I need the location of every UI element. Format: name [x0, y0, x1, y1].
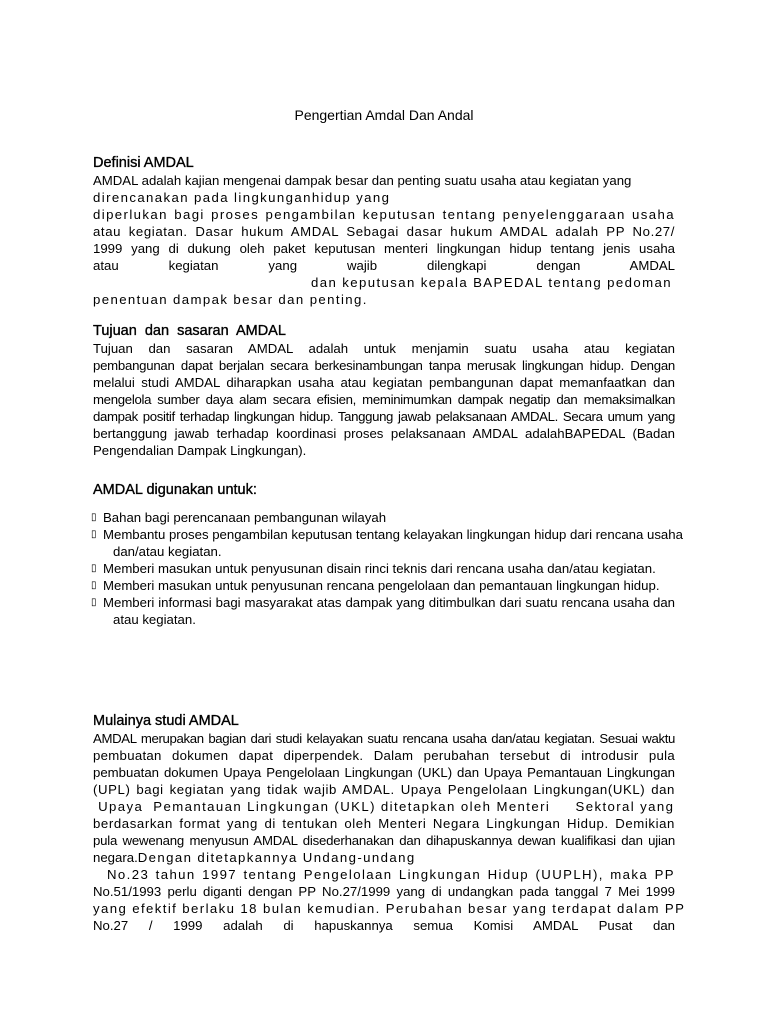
text-line: Tujuan dan sasaran AMDAL adalah untuk menjamin suatu usaha atau kegiatan: [93, 341, 675, 356]
list-item: [93, 594, 675, 628]
section-heading: Tujuan dan sasaran AMDAL: [93, 323, 286, 339]
section-body: [93, 730, 686, 934]
text-line: No.27 / 1999 adalah di hapuskannya semua Komisi AMDAL Pusat dan: [93, 918, 675, 933]
text-line: AMDAL adalah kajian mengenai dampak besar dan penting suatu usaha atau kegiatan yang: [93, 173, 632, 188]
text-line: direncanakan pada lingkunganhidup yang: [93, 190, 391, 205]
text-line: No.51/1993 perlu diganti dengan PP No.27/1999 yang di undangkan pada tanggal 7 Mei 1999: [93, 884, 675, 899]
section-heading: AMDAL digunakan untuk:: [93, 482, 257, 498]
list-item-text: Bahan bagi perencanaan pembangunan wilayah: [103, 510, 387, 525]
list-item-text: dan/atau kegiatan.: [113, 544, 222, 559]
list-item: [93, 509, 675, 526]
list-item-text: Membantu proses pengambilan keputusan tentang kelayakan lingkungan hidup dari rencana usaha: [103, 527, 683, 542]
text-line: pembangunan dapat berjalan secara berkesinambungan tanpa merusak lingkungan hidup. Dengan: [93, 358, 675, 373]
list-item: [93, 577, 675, 594]
text-line: dan keputusan kepala BAPEDAL tentang pedoman: [311, 275, 672, 290]
bullet-icon: ▯: [91, 512, 97, 523]
section-heading: Definisi AMDAL: [93, 155, 194, 171]
text-line: berdasarkan format yang di tentukan oleh Menteri Negara Lingkungan Hidup. Demikian: [93, 816, 675, 831]
section-definisi-amdal: [93, 155, 675, 308]
section-amdal-digunakan: [91, 482, 683, 628]
section-body: [93, 340, 675, 459]
bullet-icon: ▯: [91, 597, 97, 608]
text-line: yang efektif berlaku 18 bulan kemudian. Perubahan besar yang terdapat dalam PP: [93, 901, 686, 916]
text-line: Upaya Pemantauan Lingkungan (UKL) ditetapkan oleh Menteri Sektoral yang: [93, 799, 675, 814]
list-item-text: Memberi masukan untuk penyusunan rencana pengelolaan dan pemantauan lingkungan hidup.: [103, 578, 660, 593]
bullet-icon: ▯: [91, 563, 97, 574]
text-line: melalui studi AMDAL diharapkan usaha atau kegiatan pembangunan dapat memanfaatkan dan: [93, 375, 675, 390]
text-line: pembuatan dokumen dapat diperpendek. Dalam perubahan tersebut di introdusir pula: [93, 748, 675, 763]
list-item-text: Memberi masukan untuk penyusunan disain rinci teknis dari rencana usaha dan/atau kegiatan.: [103, 561, 656, 576]
text-line: AMDAL merupakan bagian dari studi kelayakan suatu rencana usaha dan/atau kegiatan. Sesuai waktu: [93, 731, 675, 746]
section-mulainya-studi: [93, 713, 686, 934]
section-tujuan-sasaran: [93, 323, 675, 459]
text-line: atau kegiatan. Dasar hukum AMDAL Sebagai dasar hukum AMDAL adalah PP No.27/: [93, 224, 675, 239]
text-line: atau kegiatan yang wajib dilengkapi dengan AMDAL: [93, 258, 675, 273]
list-item-text: atau kegiatan.: [113, 612, 196, 627]
text-line: diperlukan bagi proses pengambilan keputusan tentang penyelenggaraan usaha: [93, 207, 675, 222]
text-line: dampak positif terhadap lingkungan hidup. Tanggung jawab pelaksanaan AMDAL. Secara umum yang: [93, 409, 675, 424]
text-line: penentuan dampak besar dan penting.: [93, 292, 368, 307]
bullet-icon: ▯: [91, 580, 97, 591]
document-title: Pengertian Amdal Dan Andal: [294, 107, 474, 123]
text-line: 1999 yang di dukung oleh paket keputusan menteri lingkungan hidup tentang jenis usaha: [93, 241, 675, 256]
text-line: pula wewenang menyusun AMDAL disederhanakan dan dihapuskannya dewan kualifikasi dan ujian: [93, 833, 675, 848]
list-item: [91, 526, 683, 560]
text-line: No.23 tahun 1997 tentang Pengelolaan Lingkungan Hidup (UUPLH), maka PP: [107, 867, 675, 882]
text-line: negara.Dengan ditetapkannya Undang-undang: [93, 850, 416, 865]
list-item: [93, 560, 675, 577]
bullet-list: [91, 509, 683, 628]
text-line: pembuatan dokumen Upaya Pengelolaan Lingkungan (UKL) dan Upaya Pemantauan Lingkungan: [93, 765, 675, 780]
text-line: bertanggung jawab terhadap koordinasi proses pelaksanaan AMDAL adalahBAPEDAL (Badan: [93, 426, 675, 441]
text-line: mengelola sumber daya alam secara efisien, meminimumkan dampak negatip dan memaksimalkan: [93, 392, 675, 407]
section-body: [93, 172, 675, 308]
text-line: (UPL) bagi kegiatan yang tidak wajib AMDAL. Upaya Pengelolaan Lingkungan(UKL) dan: [93, 782, 675, 797]
text-line: Pengendalian Dampak Lingkungan).: [93, 443, 307, 458]
bullet-icon: ▯: [91, 529, 97, 540]
list-item-text: Memberi informasi bagi masyarakat atas dampak yang ditimbulkan dari suatu rencana usaha dan: [103, 595, 675, 610]
section-heading: Mulainya studi AMDAL: [93, 713, 239, 729]
